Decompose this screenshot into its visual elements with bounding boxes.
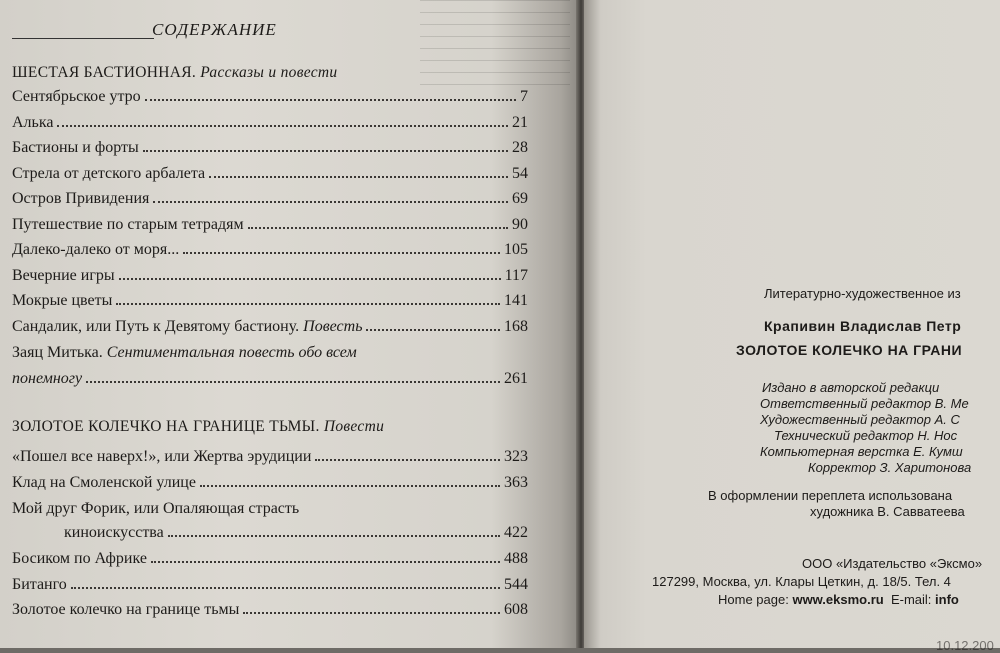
imprint-book-title: ЗОЛОТОЕ КОЛЕЧКО НА ГРАНИ <box>736 342 963 358</box>
toc-entry: «Пошел все наверх!», или Жертва эрудиции 323 <box>12 448 528 465</box>
toc-entry: Путешествие по старым тетрадям 90 <box>12 215 528 233</box>
toc-entry-line2: киноискусства 422 <box>64 524 528 541</box>
toc-entry: Мокрые цветы 141 <box>12 292 528 309</box>
imprint-credit-line: Компьютерная верстка Е. Кумш <box>760 444 963 459</box>
imprint-cover-line2: художника В. Савватеева <box>810 504 965 519</box>
toc-entry: Далеко-далеко от моря... 105 <box>12 241 528 258</box>
section-heading-1: ШЕСТАЯ БАСТИОННАЯ. Рассказы и повести <box>12 64 338 81</box>
imprint-credit-line: Корректор З. Харитонова <box>808 460 972 475</box>
imprint-genre: Литературно-художественное из <box>764 286 961 301</box>
toc-entry: Алька 21 <box>12 113 528 131</box>
section-heading-2: ЗОЛОТОЕ КОЛЕЧКО НА ГРАНИЦЕ ТЬМЫ. Повести <box>12 418 385 435</box>
toc-entry: Бастионы и форты 28 <box>12 139 528 156</box>
imprint-cover-line1: В оформлении переплета использована <box>708 488 953 503</box>
imprint-credit-line: Ответственный редактор В. Ме <box>760 396 969 411</box>
imprint-credit-line: Технический редактор Н. Нос <box>774 428 958 443</box>
imprint-bottom-fragment: 10.12.200 <box>936 638 994 653</box>
toc-entry-line1: Мой друг Форик, или Опаляющая страсть <box>12 500 300 517</box>
imprint-address: 127299, Москва, ул. Клары Цеткин, д. 18/5. Тел. 4 <box>652 574 951 589</box>
imprint-publisher: ООО «Издательство «Эксмо» <box>802 556 983 571</box>
toc-entry: Вечерние игры 117 <box>12 266 528 284</box>
imprint-credit-line: Издано в авторской редакци <box>762 380 940 395</box>
toc-entry: Стрела от детского арбалета 54 <box>12 164 528 182</box>
imprint-author: Крапивин Владислав Петр <box>764 318 962 334</box>
imprint-page <box>584 0 1000 653</box>
toc-entry-line1: Заяц Митька. Сентиментальная повесть обо всем <box>12 344 357 361</box>
imprint-credit-line: Художественный редактор А. С <box>760 412 960 427</box>
toc-entry: Клад на Смоленской улице 363 <box>12 474 528 491</box>
contents-title: СОДЕРЖАНИЕ <box>152 20 277 39</box>
toc-entry: Сентябрьское утро 7 <box>12 88 528 105</box>
title-rule <box>12 38 154 39</box>
toc-entry-line2: понемногу 261 <box>12 370 528 387</box>
toc-entry: Остров Привидения 69 <box>12 190 528 207</box>
toc-entry: Сандалик, или Путь к Девятому бастиону. Повесть 168 <box>12 318 528 335</box>
bleed-through-text <box>420 0 570 90</box>
toc-entry: Золотое колечко на границе тьмы 608 <box>12 601 528 618</box>
toc-entry: Босиком по Африке 488 <box>12 550 528 567</box>
imprint-web-line: Home page: www.eksmo.ru E-mail: info <box>718 592 959 607</box>
toc-entry: Битанго 544 <box>12 575 528 593</box>
